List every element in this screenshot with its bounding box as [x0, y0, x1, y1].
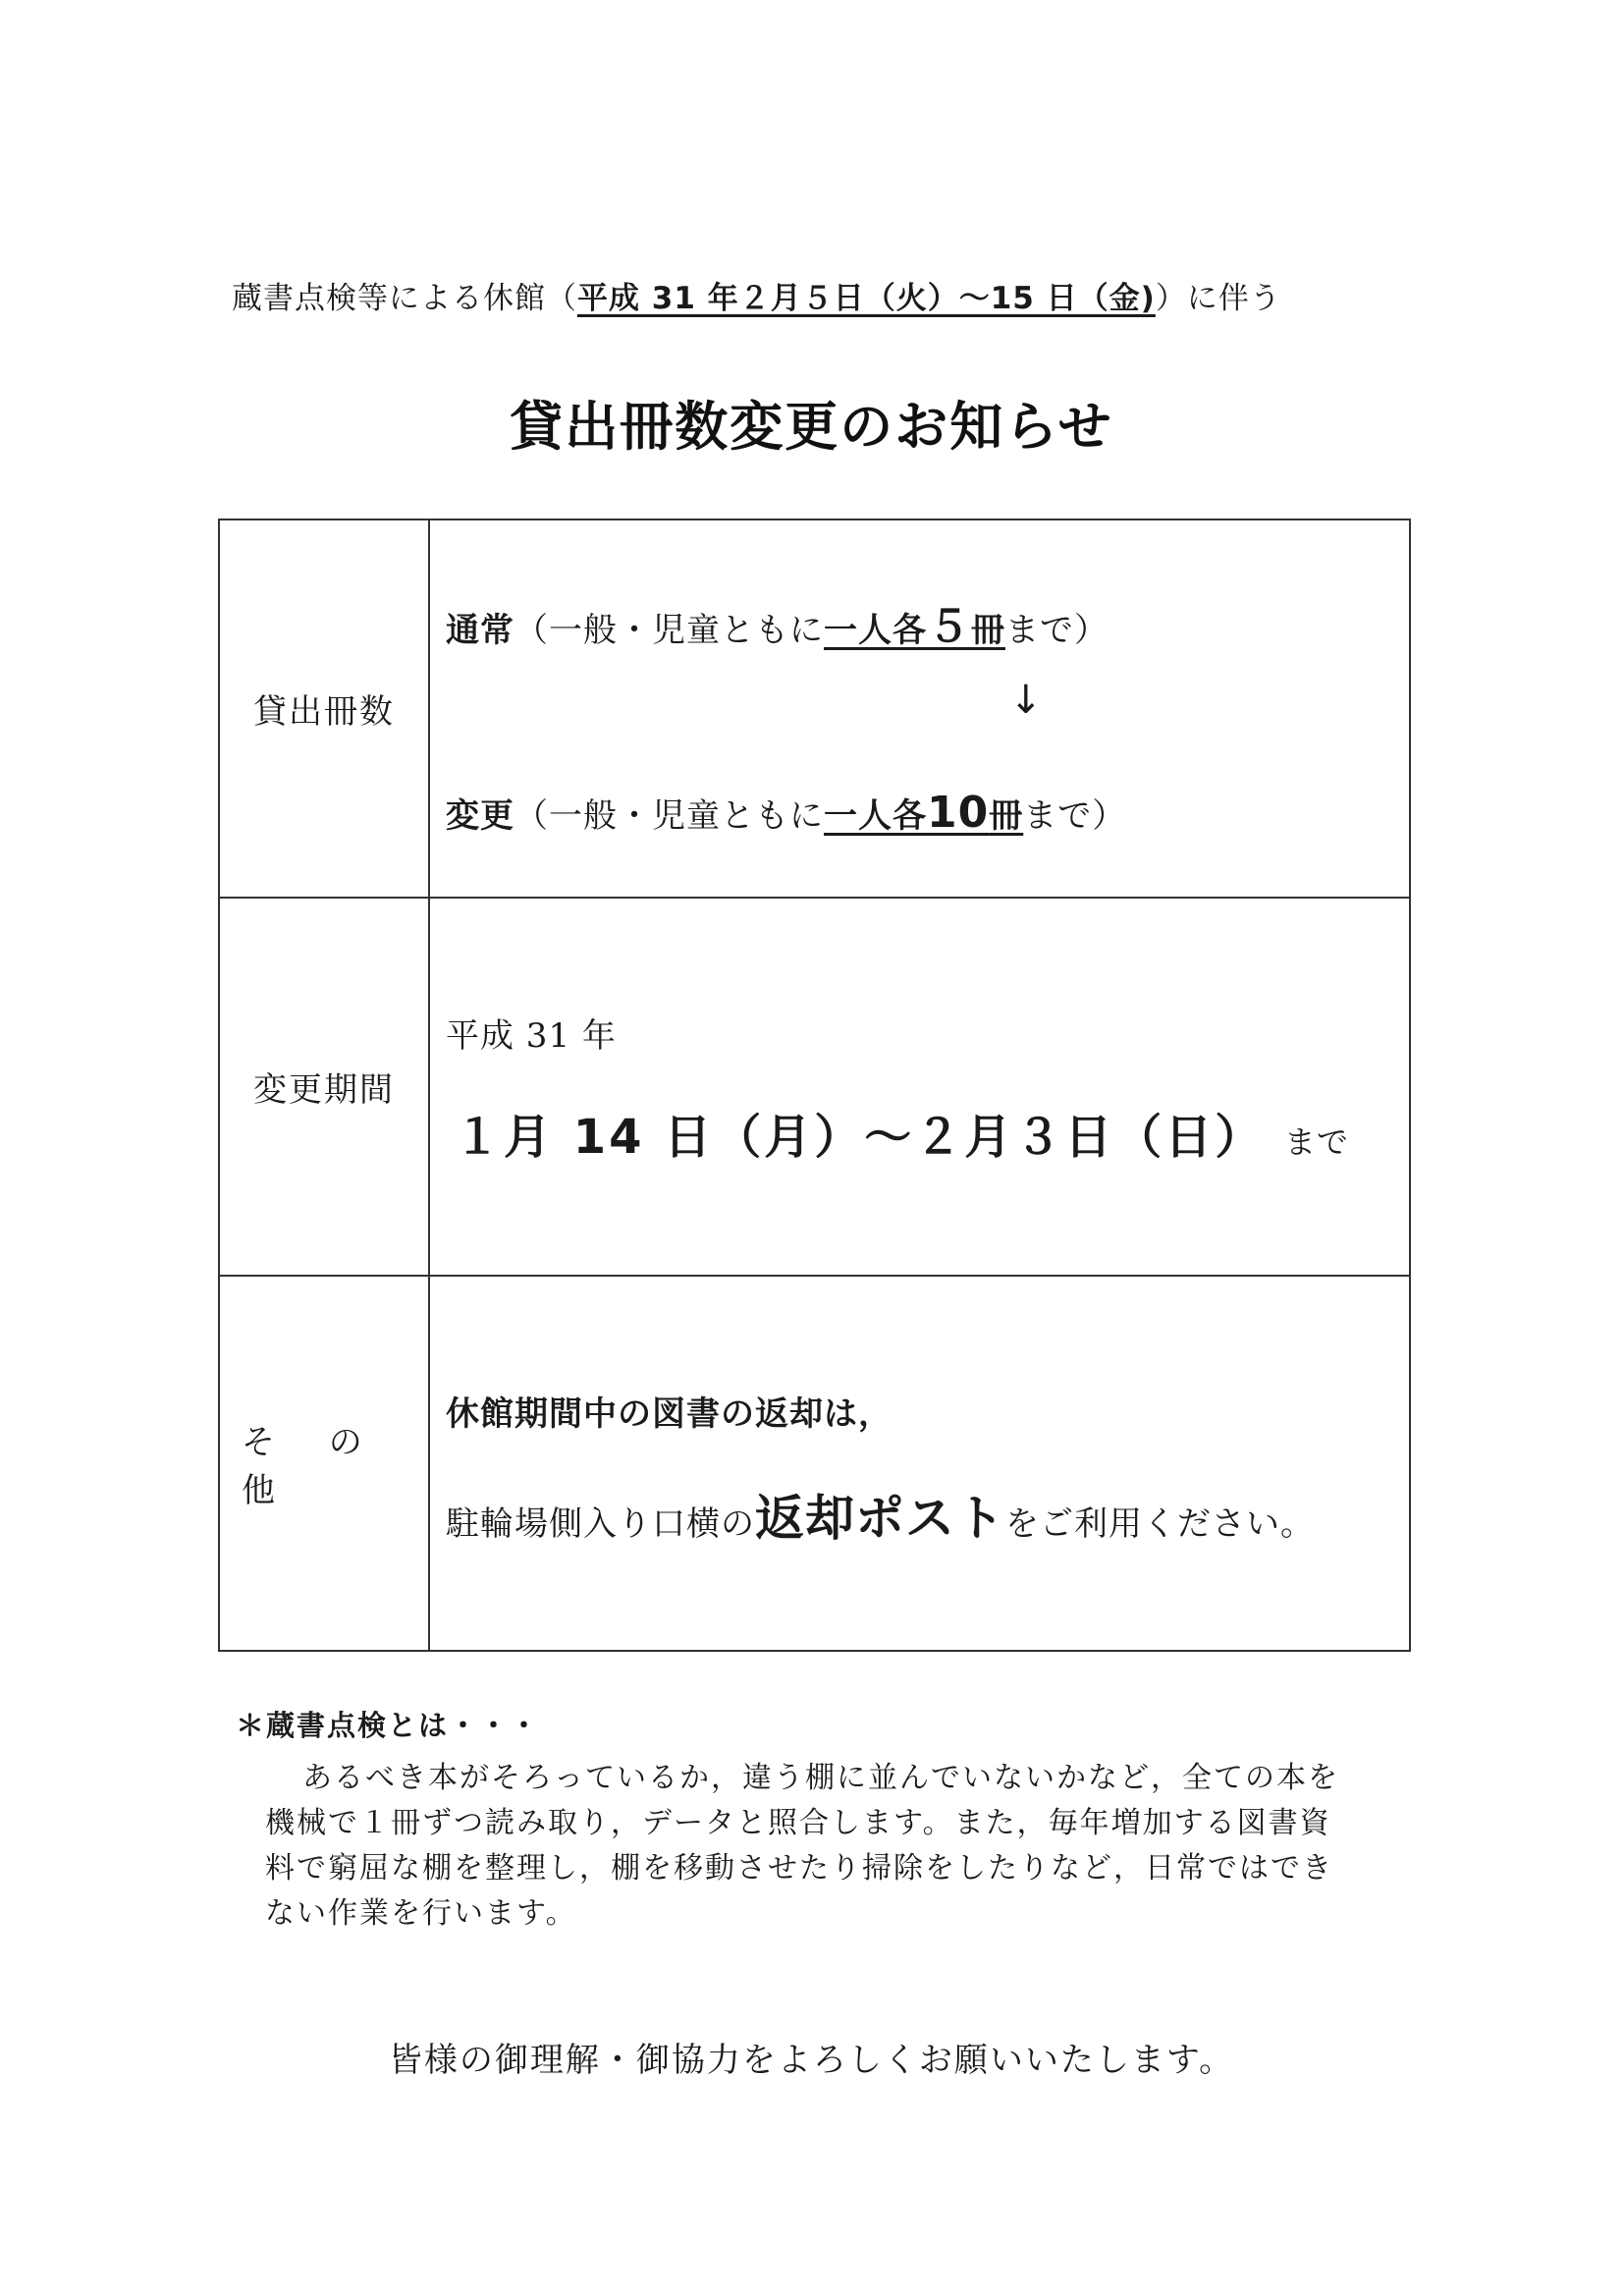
row-loan-count	[220, 520, 1409, 899]
closing-message: 皆様の御理解・御協力をよろしくお願いいたします。	[388, 2041, 1235, 2080]
changed-post: まで）	[1023, 796, 1127, 836]
normal-limit-number: ５	[927, 602, 971, 652]
subtitle-prefix: 蔵書点検等による休館（	[232, 281, 577, 316]
subtitle-suffix: ）に伴う	[1155, 281, 1281, 316]
normal-pre: （一般・児童ともに	[514, 611, 824, 650]
return-post-emphasis: 返却ポスト	[755, 1490, 1005, 1547]
changed-limit: 一人各10冊	[824, 788, 1024, 838]
changed-head: 変更	[446, 796, 514, 836]
normal-limit-line	[446, 591, 1109, 654]
return-note-pre: 駐輪場側入り口横の	[446, 1504, 755, 1544]
row-label-loan-count: 貸出冊数	[220, 520, 430, 897]
period-range-line	[454, 1099, 1349, 1167]
row-content-other	[430, 1277, 1409, 1650]
period-suffix: まで	[1283, 1123, 1349, 1161]
note-line: 料で窮屈な棚を整理し，棚を移動させたり掃除をしたりなど，日常ではでき	[265, 1851, 1333, 1886]
closure-subtitle	[232, 273, 1281, 317]
note-line: あるべき本がそろっているか，違う棚に並んでいないかなど，全ての本を	[302, 1761, 1339, 1795]
return-note-line1: 休館期間中の図書の返却は，	[446, 1394, 893, 1434]
inventory-note	[236, 1704, 1414, 1937]
normal-head: 通常	[446, 611, 514, 650]
return-note-line2	[446, 1479, 1315, 1550]
note-heading: ＊蔵書点検とは・・・	[236, 1709, 541, 1742]
changed-pre: （一般・児童ともに	[514, 796, 824, 836]
row-label-other: そ の 他	[220, 1277, 430, 1650]
info-table	[218, 519, 1411, 1652]
note-line: ない作業を行います。	[265, 1896, 577, 1931]
note-line: 機械で１冊ずつ読み取り，データと照合します。また，毎年増加する図書資	[265, 1806, 1331, 1840]
row-content-change-period	[430, 899, 1409, 1275]
period-year: 平成 31 年	[446, 1016, 617, 1056]
down-arrow-icon: ↓	[1009, 678, 1043, 723]
closure-dates: 平成 31 年２月５日（火）～15 日（金)	[577, 281, 1156, 316]
row-content-loan-count	[430, 520, 1409, 897]
normal-limit: 一人各５冊	[824, 602, 1005, 652]
period-range: １月 14 日（月）～２月３日（日）	[454, 1110, 1266, 1165]
row-other	[220, 1277, 1409, 1650]
page-title: 貸出冊数変更のお知らせ	[510, 396, 1113, 458]
changed-limit-line	[446, 788, 1126, 838]
changed-limit-number: 10	[927, 788, 990, 838]
return-note-post: をご利用ください。	[1005, 1504, 1315, 1544]
row-change-period	[220, 899, 1409, 1277]
row-label-change-period: 変更期間	[220, 899, 430, 1275]
normal-post: まで）	[1005, 611, 1109, 650]
